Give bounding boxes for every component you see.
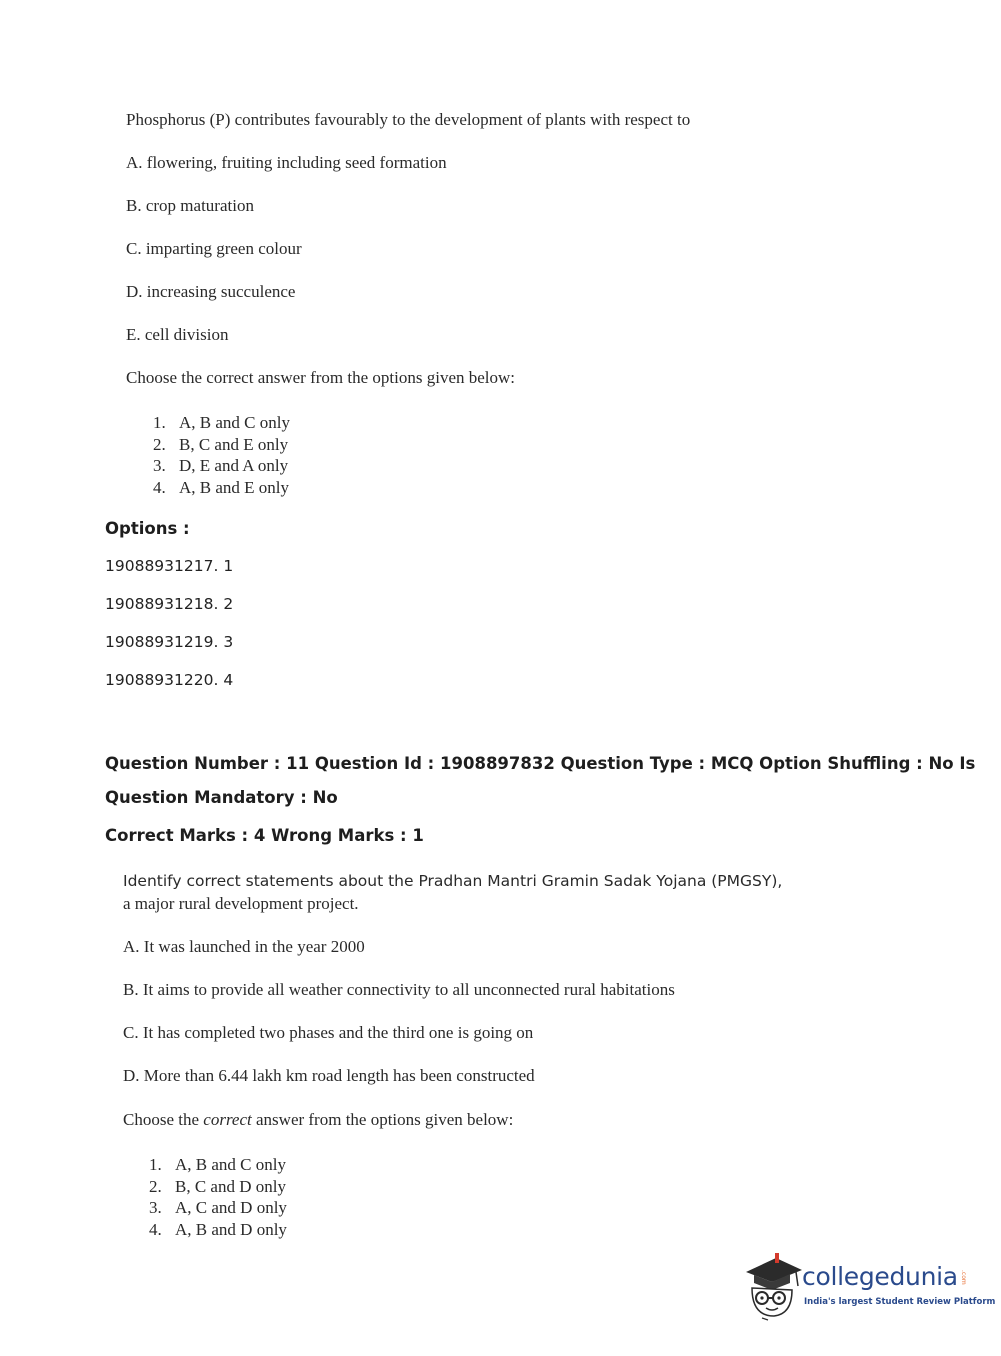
logo-tagline: India's largest Student Review Platform (804, 1297, 996, 1307)
logo-suffix: .com (960, 1270, 967, 1285)
q11-meta-line2: Question Mandatory : No (105, 788, 338, 807)
q10-statement-a: A. flowering, fruiting including seed formation (126, 153, 447, 172)
q10-stem: Phosphorus (P) contributes favourably to the development of plants with respect to (126, 110, 691, 129)
option-item: 19088931217. 1 (105, 557, 234, 575)
q10-instruction: Choose the correct answer from the options given below: (126, 368, 516, 387)
q11-choice-list (149, 1154, 287, 1240)
q11-stem-line2: a major rural development project. (123, 894, 359, 913)
q10-choice: 2. B, C and E only (153, 434, 289, 454)
q11-meta-line1: Question Number : 11 Question Id : 1908897832 Question Type : MCQ Option Shuffling : No Is (105, 754, 976, 773)
q10-choice: 1. A, B and C only (153, 413, 290, 432)
q11-choice: 2. B, C and D only (149, 1176, 286, 1196)
option-item: 19088931218. 2 (105, 595, 234, 613)
q11-statement-b: B. It aims to provide all weather connectivity to all unconnected rural habitations (123, 980, 675, 999)
q10-choice: 4. A, B and E only (153, 477, 290, 497)
collegedunia-logo (742, 1250, 996, 1322)
options-label: Options : (105, 519, 190, 538)
q10-statement-c: C. imparting green colour (126, 239, 302, 258)
q11-choice: 4. A, B and D only (149, 1219, 287, 1239)
logo-wordmark: collegedunia (802, 1262, 958, 1291)
q10-choice: 3. D, E and A only (153, 456, 289, 476)
q11-instruction: Choose the correct answer from the options given below: (123, 1110, 514, 1129)
mascot-icon (742, 1250, 804, 1322)
q11-statement-d: D. More than 6.44 lakh km road length has been constructed (123, 1066, 535, 1085)
option-item: 19088931219. 3 (105, 633, 234, 651)
q10-statement-b: B. crop maturation (126, 196, 254, 215)
q11-statement-c: C. It has completed two phases and the third one is going on (123, 1023, 534, 1042)
q10-statement-d: D. increasing succulence (126, 282, 296, 301)
q11-choice: 1. A, B and C only (149, 1155, 286, 1174)
option-item: 19088931220. 4 (105, 671, 234, 689)
q11-choice: 3. A, C and D only (149, 1198, 287, 1218)
q10-choice-list (153, 412, 290, 498)
q11-marks: Correct Marks : 4 Wrong Marks : 1 (105, 826, 424, 845)
q11-stem-line1: Identify correct statements about the Pradhan Mantri Gramin Sadak Yojana (PMGSY), (123, 872, 783, 890)
q11-statement-a: A. It was launched in the year 2000 (123, 937, 365, 956)
q10-statement-e: E. cell division (126, 325, 229, 344)
